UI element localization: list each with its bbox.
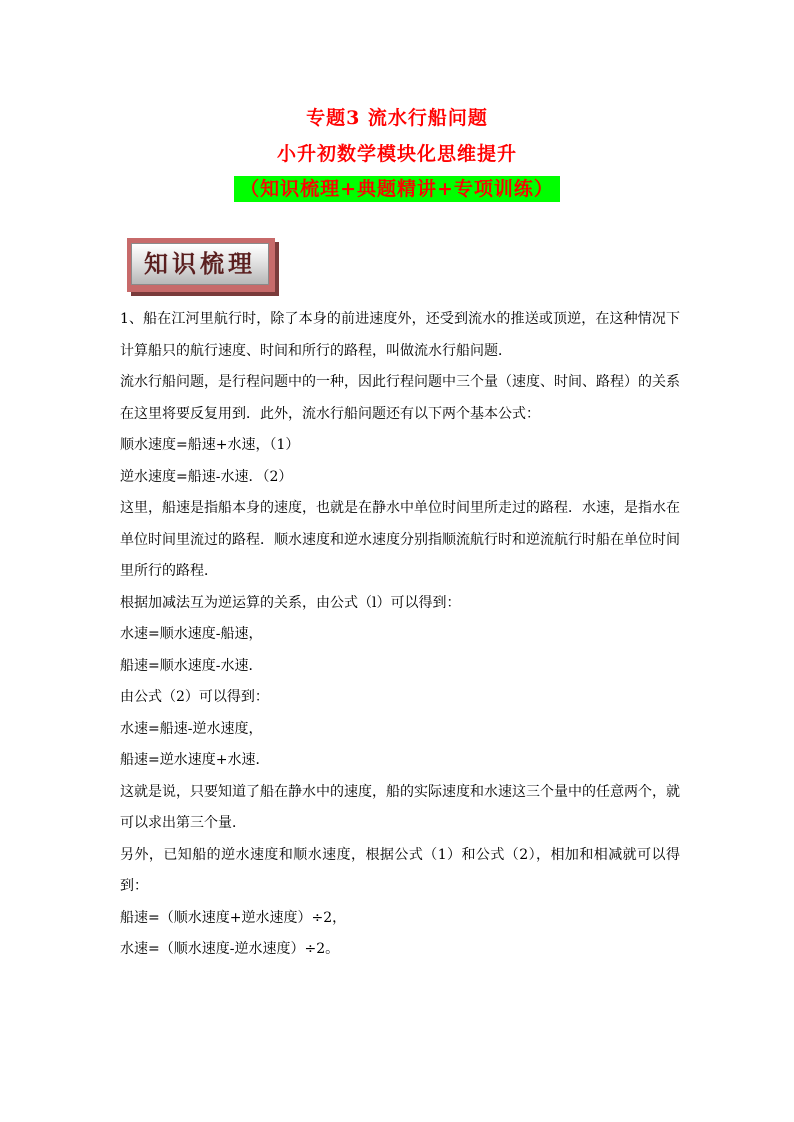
paragraph: 这就是说，只要知道了船在静水中的速度，船的实际速度和水速这三个量中的任意两个，就可以求出第三个量．: [120, 783, 680, 831]
paragraph: 另外，已知船的逆水速度和顺水速度，根据公式（1）和公式（2），相加和相减就可以得到：: [120, 846, 680, 894]
formula-line: 逆水速度=船速-水速．（2）: [120, 468, 293, 485]
formula-line: 船速=（顺水速度+逆水速度）÷2，: [120, 909, 347, 926]
topic-title: 专题3 流水行船问题: [306, 107, 488, 129]
paragraph: 根据加减法互为逆运算的关系，由公式（l）可以得到：: [120, 594, 461, 611]
formula-line: 船速=顺水速度-水速．: [120, 657, 263, 674]
section-banner: [127, 238, 275, 292]
paragraph: 流水行船问题，是行程问题中的一种，因此行程问题中三个量（速度、时间、路程）的关系在这里将要反复用到．此外，流水行船问题还有以下两个基本公式：: [120, 374, 680, 422]
paragraph: 由公式（2）可以得到：: [120, 689, 269, 705]
paragraph: 1、船在江河里航行时，除了本身的前进速度外，还受到流水的推送或顶逆，在这种情况下计算船只的航行速度、时间和所行的路程，叫做流水行船问题．: [120, 311, 680, 359]
title-block: [0, 100, 794, 202]
formula-line: 水速=船速-逆水速度，: [120, 720, 263, 737]
highlighted-subtitle: （知识梳理+典题精讲+专项训练）: [234, 176, 560, 202]
formula-line: 水速=顺水速度-船速，: [120, 626, 263, 642]
paragraph: 这里，船速是指船本身的速度，也就是在静水中单位时间里所走过的路程．水速，是指水在单位时间里流过的路程．顺水速度和逆水速度分别指顺流航行时和逆流航行时船在单位时间里所行的路程．: [120, 500, 680, 579]
formula-line: 顺水速度=船速+水速，（1）: [120, 437, 300, 453]
section-banner-label: 知识梳理: [144, 249, 256, 278]
section-banner-plate: [131, 243, 269, 285]
formula-line: 水速=（顺水速度-逆水速度）÷2。: [120, 941, 340, 957]
formula-line: 船速=逆水速度+水速．: [120, 752, 270, 768]
body-content: [120, 304, 680, 966]
subtitle: 小升初数学模块化思维提升: [276, 143, 517, 165]
